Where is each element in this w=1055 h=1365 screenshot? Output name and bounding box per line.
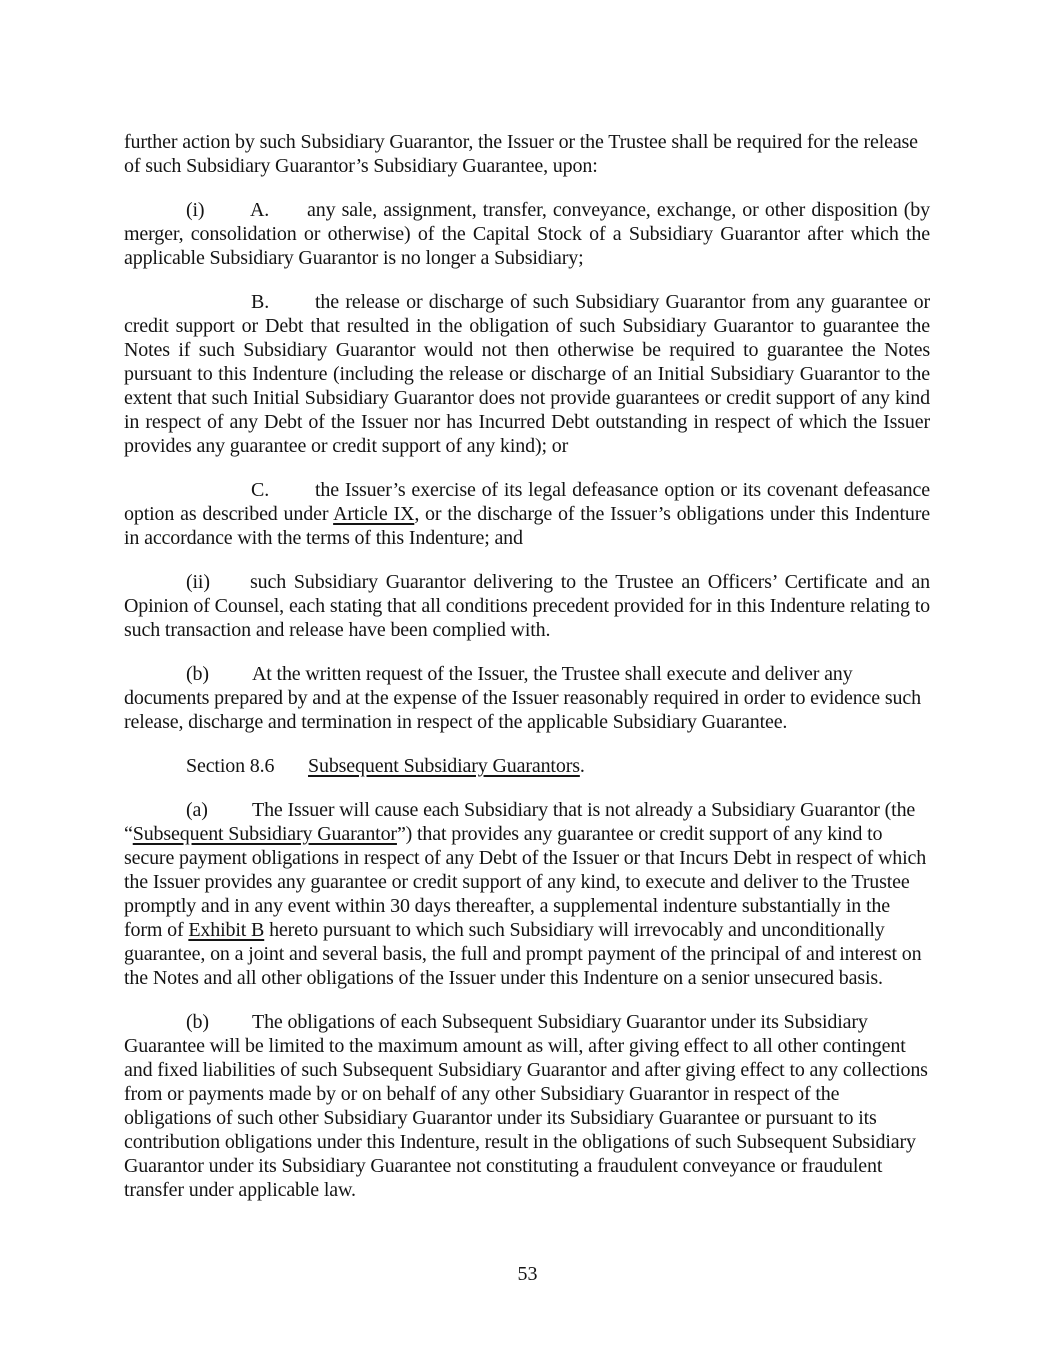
paragraph-label: A. (250, 199, 270, 221)
text-segment: hereto pursuant to which such Subsidiary will irrevocably and unconditionally guarantee, on a joint and several basis, the full and prompt payment of the principal of and interest on the Notes and all other obligations of the Issuer under this Indenture on a senior unsecured basis. (124, 919, 922, 989)
text-segment: further action by such Subsidiary Guarantor, the Issuer or the Trustee shall be required for the release of such Subsidiary Guarantor’s Subsidiary Guarantee, upon: (124, 131, 918, 177)
paragraph (124, 478, 930, 550)
underlined-reference: Article IX (333, 503, 415, 525)
text-segment: , or the discharge of the Issuer’s obligations under this Indenture in accordance with the terms of this Indenture; and (124, 503, 930, 549)
text-segment: any sale, assignment, transfer, conveyance, exchange, or other disposition (by merger, consolidation or otherwise) of the Capital Stock of a Subsidiary Guarantor after which the applicable Subsidiary Guarantor is no longer a Subsidiary; (124, 199, 930, 269)
paragraph-label: (i) (186, 199, 205, 221)
paragraph (124, 570, 930, 642)
text-segment: . (579, 755, 585, 777)
paragraph-label: (b) (186, 663, 209, 685)
paragraph (124, 198, 930, 270)
paragraph-label: (b) (186, 1011, 209, 1033)
section-heading (124, 754, 930, 778)
paragraph-label: B. (251, 291, 270, 313)
paragraph (124, 290, 930, 458)
document-body (124, 130, 930, 1222)
paragraph-label: (a) (186, 799, 208, 821)
text-segment: the Issuer’s exercise of its legal defeasance option or its covenant defeasance option as described under (124, 479, 930, 525)
paragraph-label: C. (251, 479, 270, 501)
page-footer (0, 1262, 1055, 1286)
text-segment: ”) that provides any guarantee or credit support of any kind to secure payment obligations in respect of any Debt of the Issuer or that Incurs Debt in respect of which the Issuer provides any guarantee or credit support of any kind, to execute and deliver to the Trustee promptly and in any event within 30 days thereafter, a supplemental indenture substantially in the form of (124, 823, 927, 941)
paragraph-label: (ii) (186, 571, 210, 593)
text-segment: At the written request of the Issuer, the Trustee shall execute and deliver any documents prepared by and at the expense of the Issuer reasonably required in order to evidence such release, discharge and termination in respect of the applicable Subsidiary Guarantee. (124, 663, 921, 733)
paragraph (124, 798, 930, 990)
underlined-reference: Exhibit B (188, 919, 265, 941)
paragraph-label: Section 8.6 (186, 755, 275, 777)
text-segment: the release or discharge of such Subsidiary Guarantor from any guarantee or credit support or Debt that resulted in the obligation of such Subsidiary Guarantor to guarantee the Notes if such Subsidiary Guarantor would not then otherwise be required to guarantee the Notes pursuant to this Indenture (including the release or discharge of an Initial Subsidiary Guarantor to the extent that such Initial Subsidiary Guarantor does not provide guarantees or credit support of any kind in respect of any Debt of the Issuer nor has Incurred Debt outstanding in respect of which the Issuer provides any guarantee or credit support of any kind); or (124, 291, 930, 457)
paragraph (124, 1010, 930, 1202)
text-segment: such Subsidiary Guarantor delivering to the Trustee an Officers’ Certificate and an Opinion of Counsel, each stating that all conditions precedent provided for in this Indenture relating to such transaction and release have been complied with. (124, 571, 930, 641)
text-segment: The obligations of each Subsequent Subsidiary Guarantor under its Subsidiary Guarantee will be limited to the maximum amount as will, after giving effect to all other contingent and fixed liabilities of such Subsequent Subsidiary Guarantor and after giving effect to any collections from or payments made by or on behalf of any other Subsidiary Guarantor in respect of the obligations of such other Subsidiary Guarantor under its Subsidiary Guarantee or pursuant to its contribution obligations under this Indenture, result in the obligations of such Subsequent Subsidiary Guarantor under its Subsidiary Guarantee not constituting a fraudulent conveyance or fraudulent transfer under applicable law. (124, 1011, 928, 1201)
text-segment: The Issuer will cause each Subsidiary that is not already a Subsidiary Guarantor (the “ (124, 799, 916, 845)
paragraph (124, 130, 930, 178)
underlined-reference: Subsequent Subsidiary Guarantor (132, 823, 397, 845)
paragraph (124, 662, 930, 734)
underlined-reference: Subsequent Subsidiary Guarantors (308, 755, 580, 777)
page-number: 53 (517, 1263, 538, 1285)
